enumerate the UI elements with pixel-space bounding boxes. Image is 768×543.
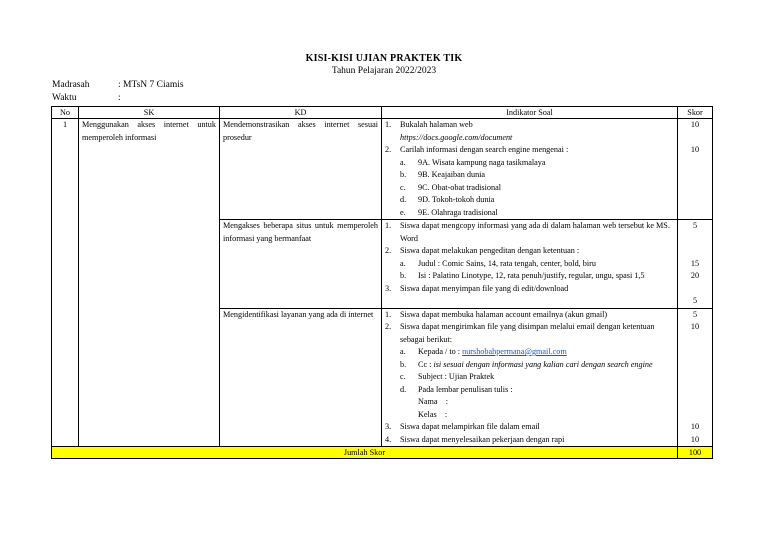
item-number: 3. — [385, 283, 392, 293]
recipient-label: Kepada / to : — [418, 347, 463, 356]
total-label: Jumlah Skor — [52, 447, 678, 459]
skor-value: 20 — [690, 271, 700, 280]
madrasah-row — [52, 80, 184, 90]
indikator-text: Carilah informasi dengan search engine mengenai : — [400, 145, 569, 154]
cc-label: Cc : — [418, 359, 434, 369]
kd-cell-2 — [220, 220, 382, 309]
header-indikator: Indikator Soal — [382, 107, 678, 119]
skor-value: 10 — [690, 145, 700, 154]
item-number: 2. — [385, 322, 392, 331]
indikator-text: Siswa dapat mengcopy informasi yang ada di dalam halaman web tersebut ke MS. Word — [400, 221, 670, 243]
sub-letter: a. — [400, 157, 406, 167]
kd-text-3: Mengidentifikasi layanan yang ada di internet — [223, 309, 374, 319]
indikator-cell-2 — [382, 220, 678, 309]
madrasah-value: : MTsN 7 Ciamis — [118, 80, 184, 90]
item-number: 2. — [385, 246, 392, 255]
skor-cell-1 — [678, 119, 713, 220]
sub-letter: d. — [400, 195, 407, 204]
sub-text: 9A. Wisata kampung naga tasikmalaya — [418, 157, 546, 167]
sub-letter: c. — [400, 372, 406, 381]
sub-text: Isi : Palatino Linotype, 12, rata penuh/justify, regular, ungu, spasi 1,5 — [418, 271, 645, 280]
sub-letter: c. — [400, 182, 406, 192]
item-number: 3. — [385, 422, 392, 431]
madrasah-label: Madrasah — [52, 80, 90, 90]
table-header-row — [52, 107, 713, 119]
waktu-label: Waktu — [52, 93, 77, 103]
waktu-value: : — [118, 93, 121, 103]
skor-cell-2 — [678, 220, 713, 309]
skor-value: 10 — [690, 434, 700, 444]
sk-text: Menggunakan akses internet untuk memperoleh informasi — [82, 120, 216, 142]
skor-value: 15 — [690, 258, 700, 268]
document-url: https://docs.google.com/document — [400, 132, 513, 142]
skor-value: 10 — [690, 120, 700, 129]
total-value: 100 — [678, 447, 713, 459]
sub-letter: a. — [400, 258, 406, 268]
header-no: No — [52, 107, 79, 119]
kd-cell-1 — [220, 119, 382, 220]
item-number: 1. — [385, 120, 392, 129]
total-row — [52, 447, 713, 459]
document-subtitle: Tahun Pelajaran 2022/2023 — [331, 66, 437, 76]
sub-text: 9C. Obat-obat tradisional — [418, 182, 501, 192]
skor-cell-3 — [678, 308, 713, 447]
cc-text: isi sesuai dengan informasi yang kalian cari dengan search engine — [433, 359, 653, 369]
indikator-text: Siswa dapat membuka halaman account emailnya (akun gmail) — [400, 309, 608, 319]
item-number: 2. — [385, 145, 392, 154]
kd-cell-3 — [220, 308, 382, 447]
sk-cell — [79, 119, 220, 447]
skor-value: 5 — [692, 296, 698, 305]
indikator-cell-3 — [382, 308, 678, 447]
indikator-text: Siswa dapat mengirimkan file yang disimpan melalui email dengan ketentuan sebagai berikut: — [400, 322, 655, 344]
item-number: 1. — [385, 309, 392, 319]
indikator-text: Bukalah halaman web — [400, 120, 473, 129]
skor-value: 10 — [690, 322, 700, 331]
skor-value: 10 — [690, 422, 700, 431]
item-number: 1. — [385, 221, 392, 230]
item-number: 4. — [385, 434, 392, 444]
indikator-text: Siswa dapat melampirkan file dalam email — [400, 422, 540, 431]
sub-text: 9B. Keajaiban dunia — [418, 170, 486, 179]
kisi-kisi-table — [51, 106, 713, 459]
document-title: KISI-KISI UJIAN PRAKTEK TIK — [305, 53, 463, 64]
nama-field: Nama : — [418, 397, 449, 406]
sub-letter: a. — [400, 347, 406, 356]
kd-text-2: Mengakses beberapa situs untuk memperoleh informasi yang bermanfaat — [223, 221, 378, 243]
row-number: 1 — [52, 119, 79, 447]
indikator-text: Siswa dapat melakukan pengeditan dengan ketentuan : — [400, 246, 580, 255]
sub-text: Subject : Ujian Praktek — [418, 372, 495, 381]
skor-value: 5 — [692, 309, 698, 319]
sub-text: 9D. Tokoh-tokoh dunia — [418, 195, 495, 204]
table-row — [52, 119, 713, 220]
header-sk: SK — [79, 107, 220, 119]
sub-letter: e. — [400, 207, 406, 217]
indikator-text: Siswa dapat menyimpan file yang di edit/download — [400, 283, 569, 293]
kd-text-1: Mendemonstrasikan akses internet sesuai prosedur — [223, 120, 378, 142]
sub-text: 9E. Olahraga tradisional — [418, 207, 498, 217]
sub-text: Judul : Comic Sains, 14, rata tengah, center, bold, biru — [418, 258, 596, 268]
sub-letter: b. — [400, 271, 407, 280]
skor-value: 5 — [692, 221, 698, 230]
kelas-field: Kelas : — [418, 409, 448, 419]
indikator-cell-1 — [382, 119, 678, 220]
email-link[interactable]: nurshobahpermana@gmail.com — [462, 347, 567, 356]
header-kd: KD — [220, 107, 382, 119]
header-skor: Skor — [678, 107, 713, 119]
sub-text: Pada lembar penulisan tulis : — [418, 384, 513, 394]
waktu-row — [52, 93, 121, 103]
indikator-text: Siswa dapat menyelesaikan pekerjaan dengan rapi — [400, 434, 565, 444]
sub-letter: b. — [400, 359, 407, 369]
sub-letter: d. — [400, 384, 407, 394]
sub-letter: b. — [400, 170, 407, 179]
